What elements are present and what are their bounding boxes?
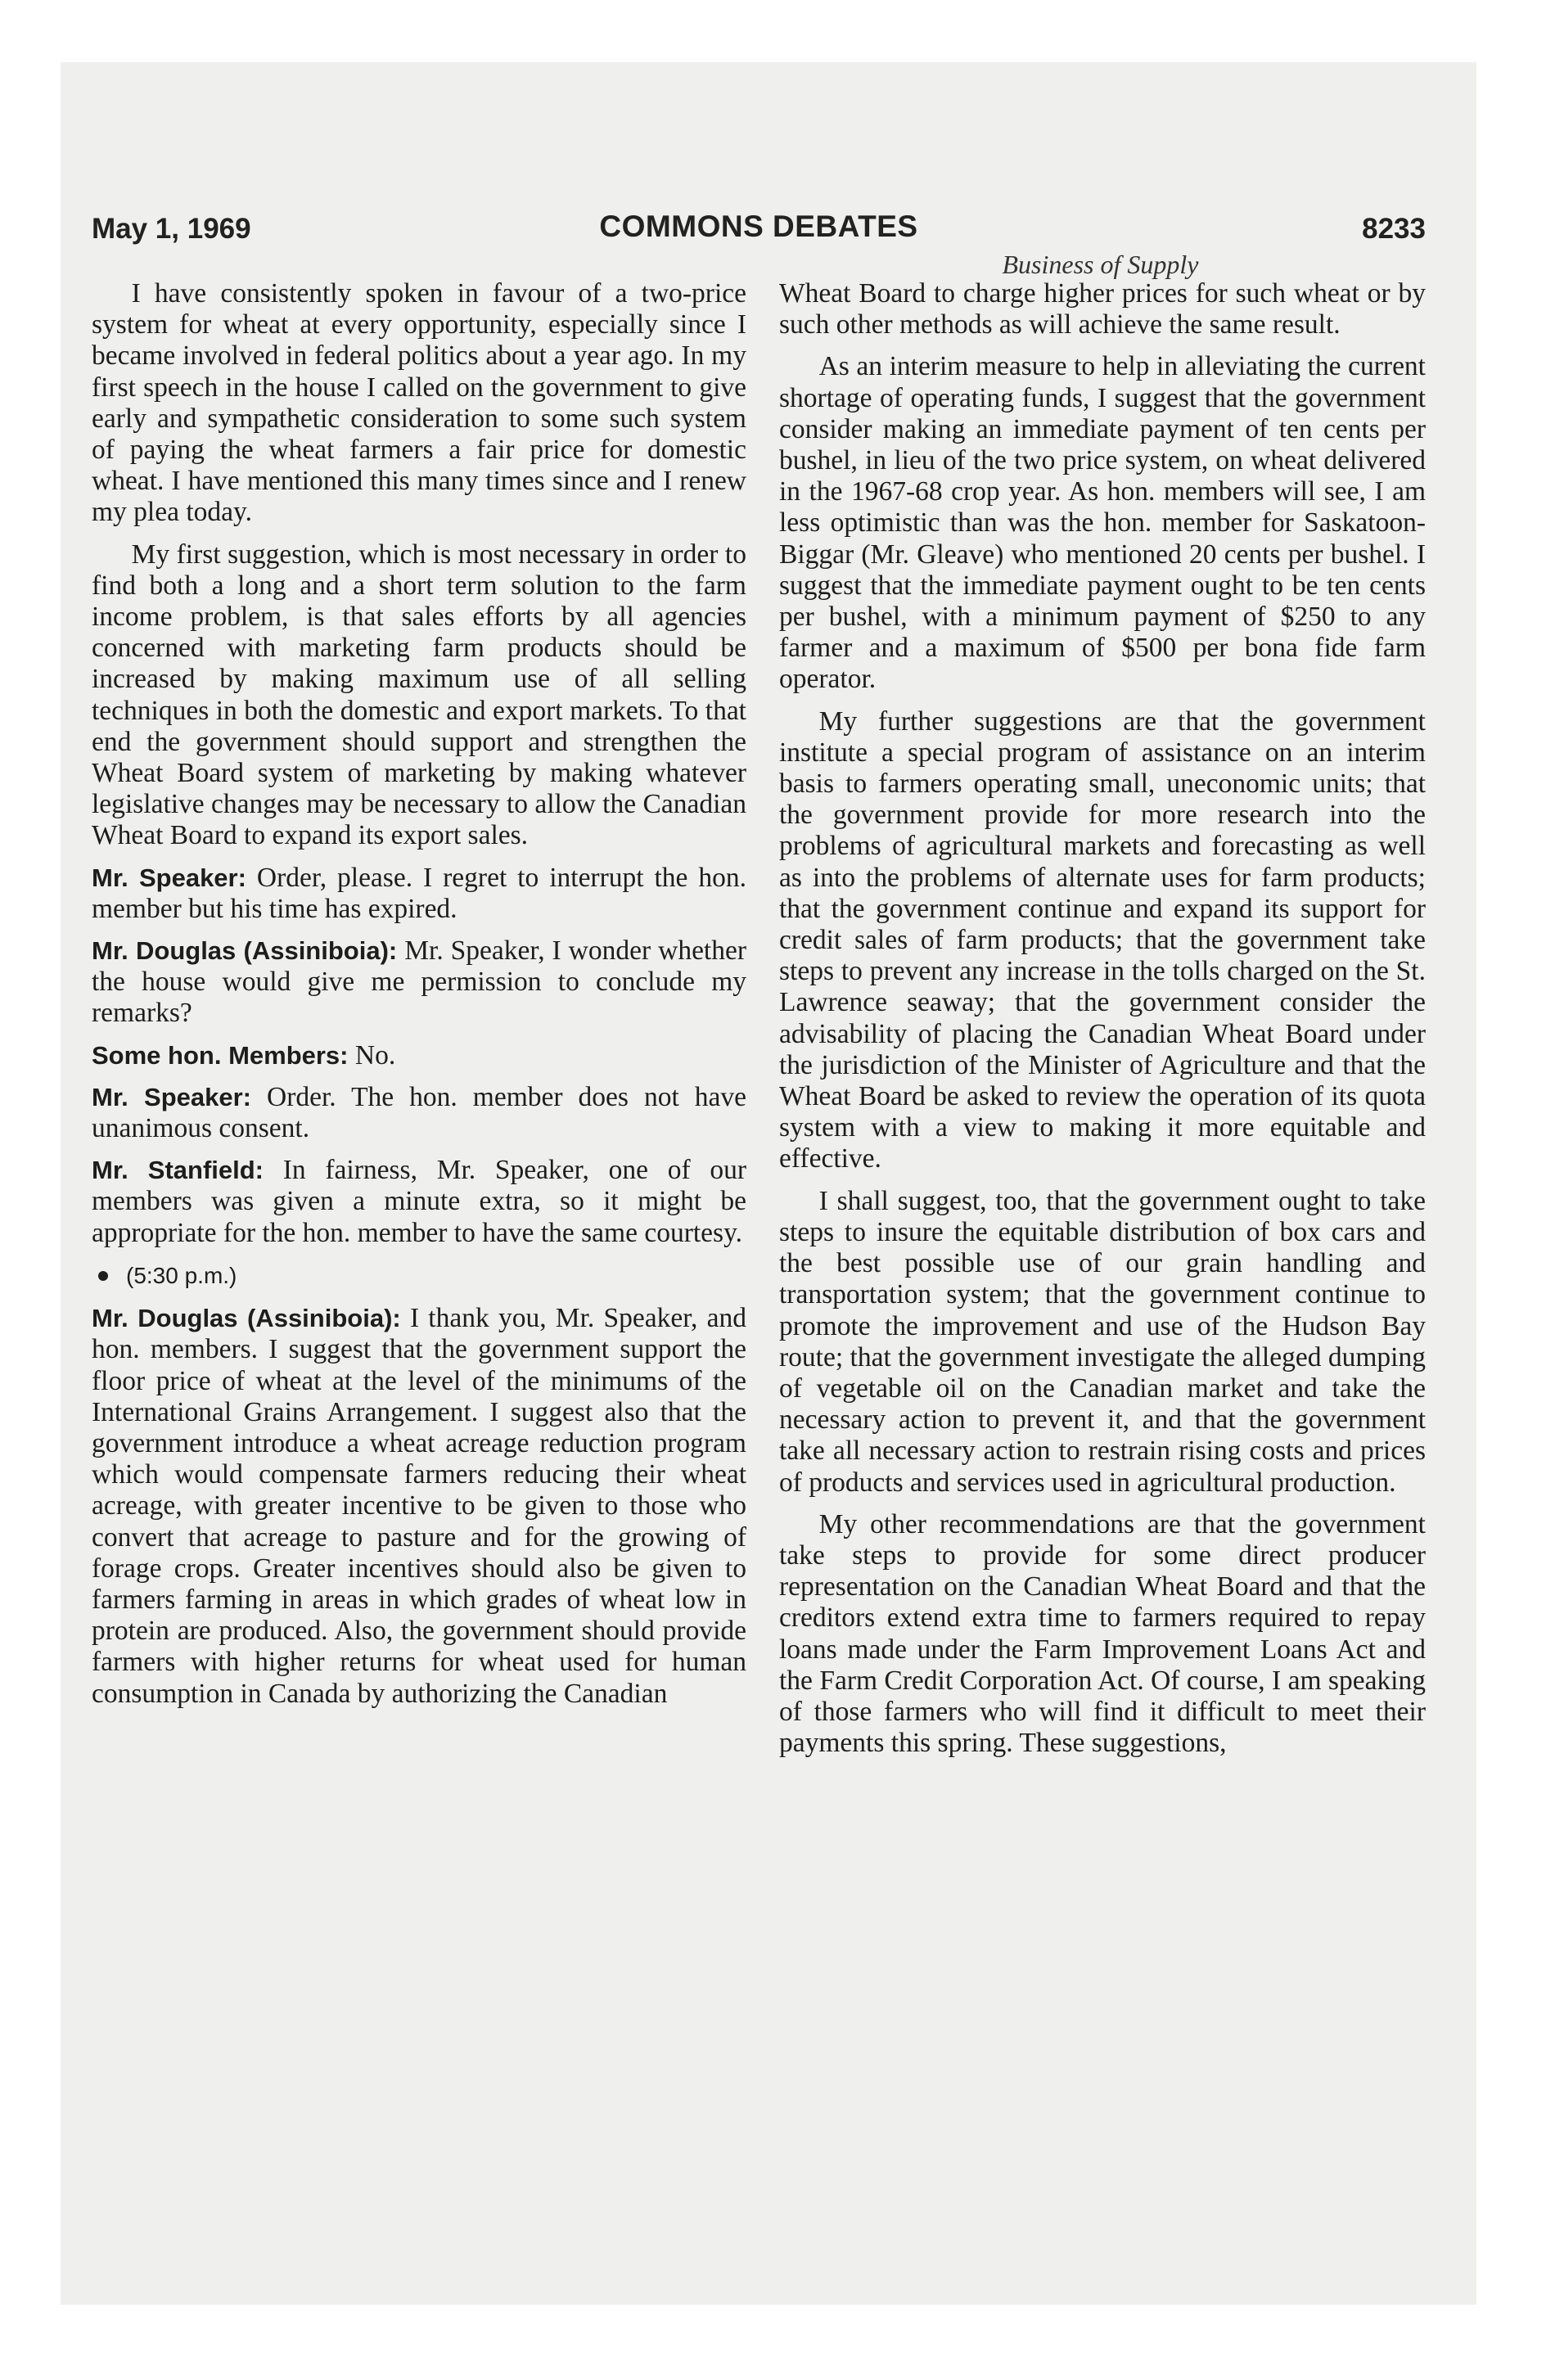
- header-title: COMMONS DEBATES: [599, 210, 918, 243]
- speech-entry: [92, 863, 746, 925]
- speech-text: Mr. Speaker, I wonder whether the house would give me permission to conclude my remarks?: [92, 935, 747, 1029]
- paragraph: I have consistently spoken in favour of a two-price system for wheat at every opportunity, especially since I became involved in federal politics about a year ago. In my first speech in the house I called on the government to give early and sympathetic consideration to some such system of paying the wheat farmers a fair price for domestic wheat. I have mentioned this many times since and I renew my plea today.: [92, 278, 746, 528]
- time-marker-text: (5:30 p.m.): [126, 1262, 237, 1288]
- speaker-name: Some hon. Members:: [92, 1040, 349, 1070]
- speaker-name: Mr. Douglas (Assiniboia):: [92, 936, 398, 966]
- speech-entry: [92, 1040, 746, 1071]
- speech-text: Order. The hon. member does not have unanimous consent.: [92, 1081, 746, 1144]
- right-column: [779, 278, 1426, 1769]
- paragraph: My other recommendations are that the government take steps to provide for some direct producer representation on the Canadian Wheat Board and that the creditors extend extra time to farmers required to repay loans made under the Farm Improvement Loans Act and the Farm Credit Corporation Act. Of course, I am speaking of those farmers who will find it difficult to meet their payments this spring. These suggestions,: [779, 1508, 1426, 1759]
- time-marker: [92, 1260, 746, 1291]
- document-page: [92, 208, 1426, 2336]
- bullet-icon: [98, 1271, 108, 1281]
- speaker-name: Mr. Douglas (Assiniboia):: [92, 1304, 401, 1333]
- speech-entry: [92, 935, 746, 1030]
- speech-text: I thank you, Mr. Speaker, and hon. members. I suggest that the government support the floor price of wheat at the level of the minimums of the International Grains Arrangement. I suggest also that the government introduce a wheat acreage reduction program which would compensate farmers reducing their wheat acreage, with greater incentive to be given to those who convert that acreage to pasture and for the growing of forage crops. Greater incentives should also be given to farmers farming in areas in which grades of wheat low in protein are produced. Also, the government should provide farmers with higher returns for wheat used for human consumption in Canada by authorizing the Canadian: [92, 1303, 746, 1709]
- speech-text: Order, please. I regret to interrupt the hon. member but his time has expired.: [92, 862, 746, 924]
- page-header: [92, 208, 1426, 249]
- paragraph: Wheat Board to charge higher prices for such wheat or by such other methods as will achieve the same result.: [779, 278, 1426, 340]
- paragraph: My first suggestion, which is most necessary in order to find both a long and a short term solution to the farm income problem, is that sales efforts by all agencies concerned with marketing farm products should be increased by making maximum use of all selling techniques in both the domestic and export markets. To that end the government should support and strengthen the Wheat Board system of marketing by making whatever legislative changes may be necessary to allow the Canadian Wheat Board to expand its export sales.: [92, 539, 746, 851]
- speech-text: No.: [354, 1039, 396, 1071]
- speech-entry: [92, 1082, 746, 1144]
- speech-entry: [92, 1155, 746, 1249]
- speaker-name: Mr. Stanfield:: [92, 1156, 264, 1185]
- paragraph: As an interim measure to help in alleviating the current shortage of operating funds, I suggest that the government consider making an immediate payment of ten cents per bushel, in lieu of the two price system, on wheat delivered in the 1967-68 crop year. As hon. members will see, I am less optimistic than was the hon. member for Saskatoon-Biggar (Mr. Gleave) who mentioned 20 cents per bushel. I suggest that the immediate payment ought to be ten cents per bushel, with a minimum payment of $250 to any farmer and a maximum of $500 per bona fide farm operator.: [779, 351, 1426, 695]
- paragraph: I shall suggest, too, that the government ought to take steps to insure the equitable distribution of box cars and the best possible use of our grain handling and transportation system; that the government continue to promote the improvement and use of the Hudson Bay route; that the government investigate the alleged dumping of vegetable oil on the Canadian market and take the necessary action to prevent it, and that the government take all necessary action to restrain rising costs and prices of products and services used in agricultural production.: [779, 1185, 1426, 1498]
- speech-text: In fairness, Mr. Speaker, one of our members was given a minute extra, so it might be appropriate for the hon. member to have the same courtesy.: [92, 1155, 746, 1248]
- paragraph: My further suggestions are that the government institute a special program of assistance on an interim basis to farmers operating small, uneconomic units; that the government provide for more research into the problems of agricultural markets and forecasting as well as into the problems of alternate uses for farm products; that the government continue and expand its support for credit sales of farm products; that the government take steps to prevent any increase in the tolls charged on the St. Lawrence seaway; that the government consider the advisability of placing the Canadian Wheat Board under the jurisdiction of the Minister of Agriculture and that the Wheat Board be asked to review the operation of its quota system with a view to making it more equitable and effective.: [779, 705, 1426, 1174]
- speaker-name: Mr. Speaker:: [92, 863, 246, 892]
- speaker-name: Mr. Speaker:: [92, 1082, 251, 1111]
- section-subheading: Business of Supply: [1002, 250, 1199, 279]
- speech-entry: [92, 1303, 746, 1710]
- left-column: [92, 278, 746, 1720]
- header-date: May 1, 1969: [92, 213, 251, 245]
- header-page-number: 8233: [1362, 213, 1426, 245]
